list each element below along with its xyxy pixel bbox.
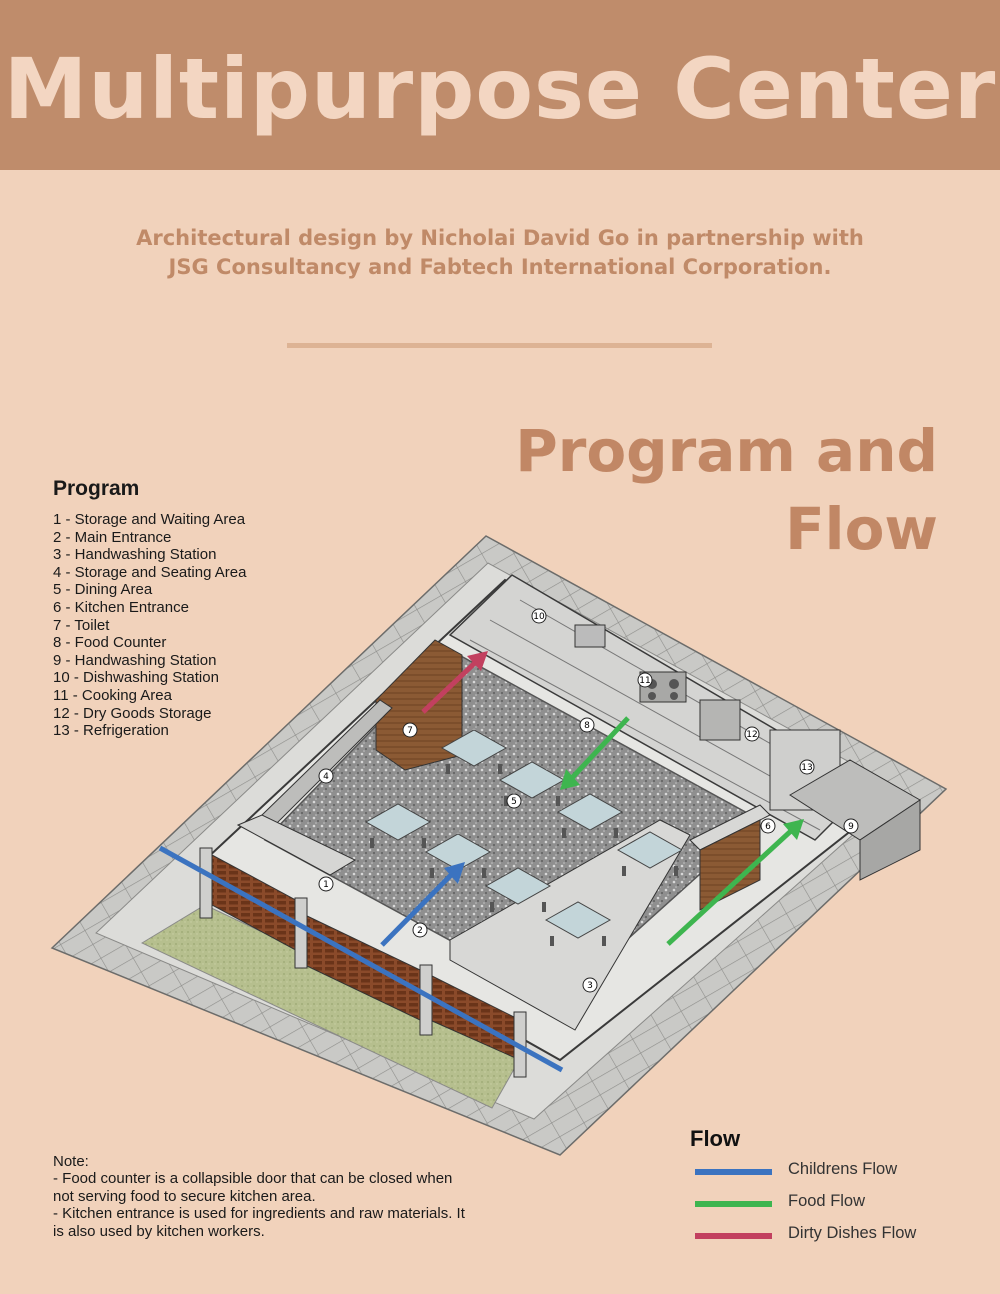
note-line-1: - Food counter is a collapsible door that can be closed when not serving food to secure kitchen area. [53, 1170, 453, 1205]
credits-line-2: JSG Consultancy and Fabtech International Corporation. [168, 255, 832, 279]
plan-marker-label: 12 [746, 730, 758, 740]
plan-marker-8 [580, 718, 594, 732]
program-heading: Program [53, 477, 140, 500]
plan-marker-3 [583, 978, 597, 992]
plan-marker-label: 11 [639, 676, 651, 686]
plan-marker-label: 6 [765, 822, 771, 832]
program-item: 6 - Kitchen Entrance [53, 598, 189, 616]
plan-marker-13 [800, 760, 814, 774]
flow-swatch [695, 1201, 772, 1207]
plan-marker-label: 1 [323, 880, 329, 890]
program-item: 11 - Cooking Area [53, 686, 172, 704]
plan-marker-5 [507, 794, 521, 808]
plan-marker-label: 10 [533, 612, 545, 622]
flow-legend-item [690, 1222, 960, 1254]
program-item: 13 - Refrigeration [53, 722, 169, 740]
plan-marker-label: 9 [848, 822, 854, 832]
program-item: 2 - Main Entrance [53, 528, 172, 546]
flow-legend-item [690, 1158, 960, 1190]
plan-marker-label: 2 [417, 926, 423, 936]
flow-label: Dirty Dishes Flow [788, 1224, 917, 1242]
program-item: 3 - Handwashing Station [53, 546, 217, 564]
plan-marker-label: 4 [323, 772, 329, 782]
program-legend [53, 477, 246, 740]
plan-marker-label: 3 [587, 981, 593, 991]
flow-legend [690, 1126, 960, 1254]
flow-swatch [695, 1233, 772, 1239]
flow-swatch [695, 1169, 772, 1175]
note [53, 1153, 473, 1240]
flow-label: Food Flow [788, 1192, 866, 1210]
flow-list [690, 1158, 960, 1254]
note-line-2: - Kitchen entrance is used for ingredients and raw materials. It is also used by kitchen workers. [53, 1205, 465, 1240]
plan-marker-12 [745, 727, 759, 741]
page-title: Multipurpose Center [3, 40, 997, 138]
program-item: 12 - Dry Goods Storage [53, 704, 212, 722]
plan-marker-2 [413, 923, 427, 937]
plan-marker-7 [403, 723, 417, 737]
plan-marker-label: 5 [511, 797, 517, 807]
plan-marker-1 [319, 877, 333, 891]
flow-heading: Flow [690, 1126, 741, 1151]
section-title-line-2: Flow [785, 495, 938, 563]
plan-marker-11 [638, 673, 652, 687]
program-item: 9 - Handwashing Station [53, 651, 217, 669]
program-list [53, 511, 246, 740]
plan-marker-4 [319, 769, 333, 783]
program-item: 5 - Dining Area [53, 581, 153, 599]
flow-legend-item [690, 1190, 960, 1222]
flow-label: Childrens Flow [788, 1160, 898, 1178]
plan-marker-6 [761, 819, 775, 833]
plan-marker-10 [532, 609, 546, 623]
plan-marker-label: 13 [801, 763, 813, 773]
program-item: 1 - Storage and Waiting Area [53, 511, 246, 528]
program-item: 7 - Toilet [53, 616, 110, 634]
plan-marker-label: 8 [584, 721, 590, 731]
program-item: 10 - Dishwashing Station [53, 669, 219, 687]
plan-marker-label: 7 [407, 726, 413, 736]
plan-marker-9 [844, 819, 858, 833]
note-heading: Note: [53, 1153, 89, 1170]
credits-line-1: Architectural design by Nicholai David Go in partnership with [136, 226, 864, 250]
program-item: 4 - Storage and Seating Area [53, 563, 247, 581]
section-title-line-1: Program and [515, 417, 938, 485]
program-item: 8 - Food Counter [53, 634, 167, 652]
